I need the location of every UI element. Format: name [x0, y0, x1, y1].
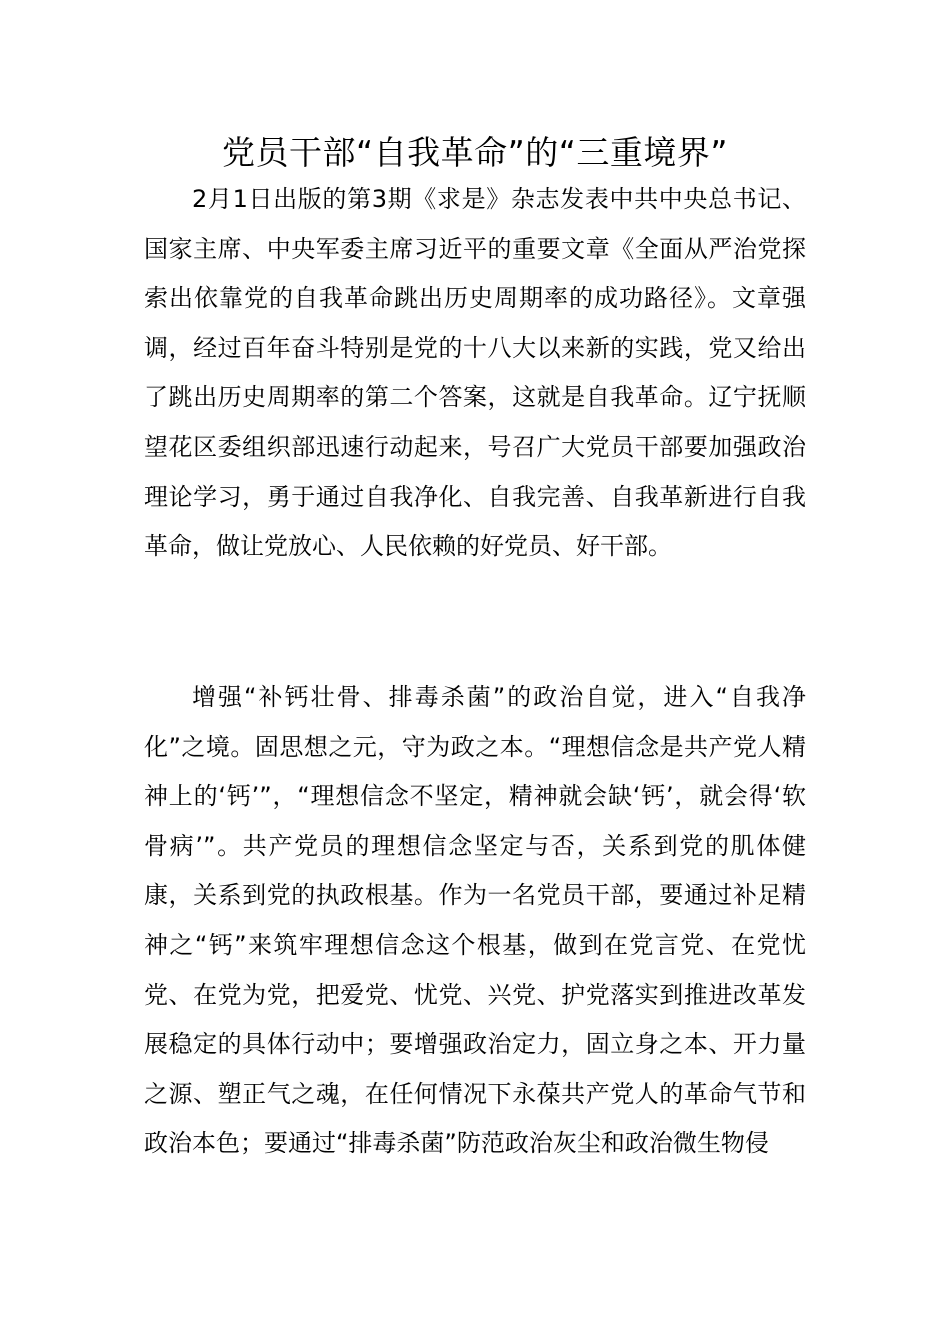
- paragraph-self-purification: 增强“补钙壮骨、排毒杀菌”的政治自觉，进入“自我净化”之境。固思想之元，守为政之本。“理想信念是共产党人精神上的‘钙’”，“理想信念不坚定，精神就会缺‘钙’，就会得‘软骨病’”。共产党员的理想信念坚定与否，关系到党的肌体健康，关系到党的执政根基。作为一名党员干部，要通过补足精神之“钙”来筑牢理想信念这个根基，做到在党言党、在党忧党、在党为党，把爱党、忧党、兴党、护党落实到推进改革发展稳定的具体行动中；要增强政治定力，固立身之本、开力量之源、塑正气之魂，在任何情况下永葆共产党人的革命气节和政治本色；要通过“排毒杀菌”防范政治灰尘和政治微生物侵: [144, 683, 806, 1158]
- paragraph-intro: 2月1日出版的第3期《求是》杂志发表中共中央总书记、国家主席、中央军委主席习近平的重要文章《全面从严治党探索出依靠党的自我革命跳出历史周期率的成功路径》。文章强调，经过百年奋斗特别是党的十八大以来新的实践，党又给出了跳出历史周期率的第二个答案，这就是自我革命。辽宁抚顺望花区委组织部迅速行动起来，号召广大党员干部要加强政治理论学习，勇于通过自我净化、自我完善、自我革新进行自我革命，做让党放心、人民依赖的好党员、好干部。: [144, 185, 806, 561]
- document-title: 党员干部“自我革命”的“三重境界”: [222, 133, 728, 172]
